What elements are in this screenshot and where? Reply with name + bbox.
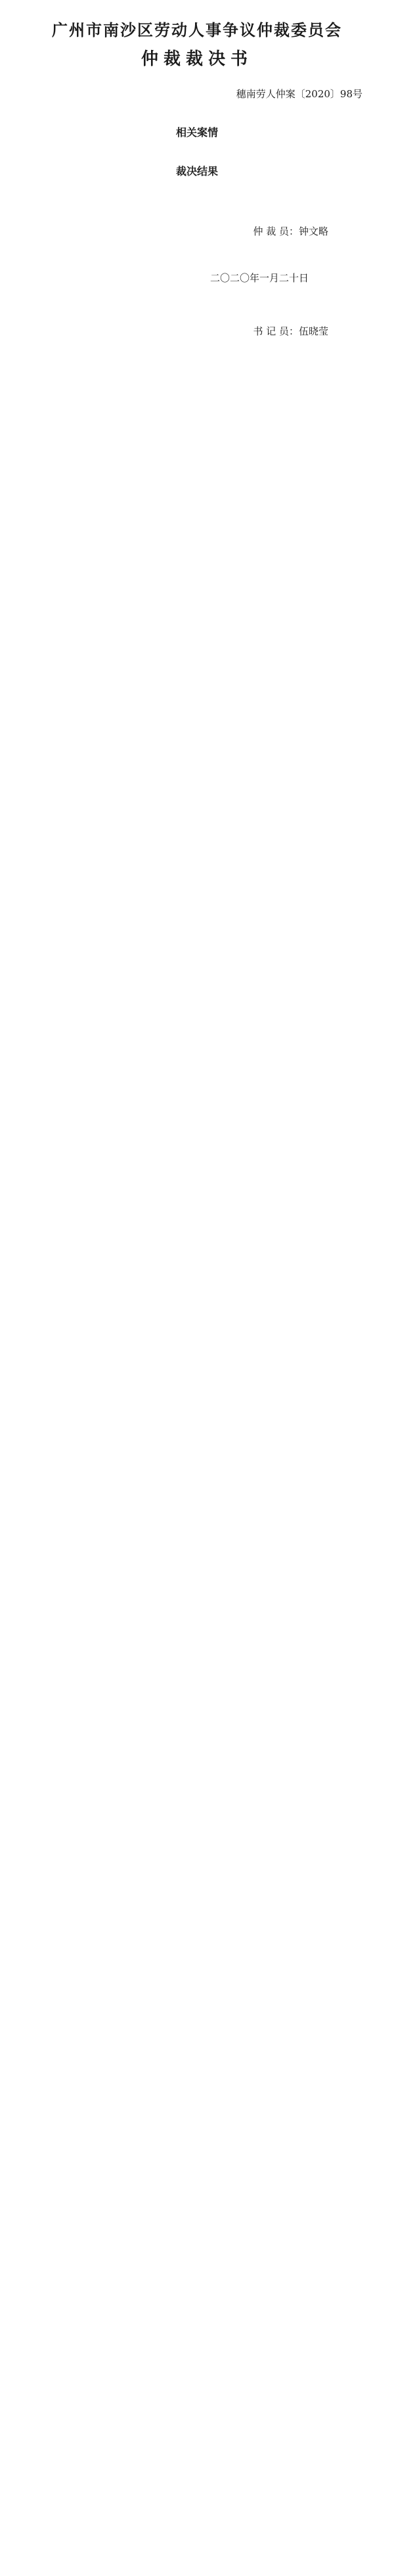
facts-section-title: 相关案情 xyxy=(175,126,218,139)
case-number: 穗南劳人仲案〔2020〕98号 xyxy=(236,88,362,100)
clerk-signature: 书 记 员：伍晓莹 xyxy=(253,325,328,337)
ruling-section-title: 裁决结果 xyxy=(175,165,218,177)
judgment-date: 二〇二〇年一月二十日 xyxy=(209,272,309,284)
organization-name: 广州市南沙区劳动人事争议仲裁委员会 xyxy=(52,20,342,39)
arbitrator-signature: 仲 裁 员：钟文略 xyxy=(253,225,328,237)
document-title: 仲裁裁决书 xyxy=(141,49,253,69)
